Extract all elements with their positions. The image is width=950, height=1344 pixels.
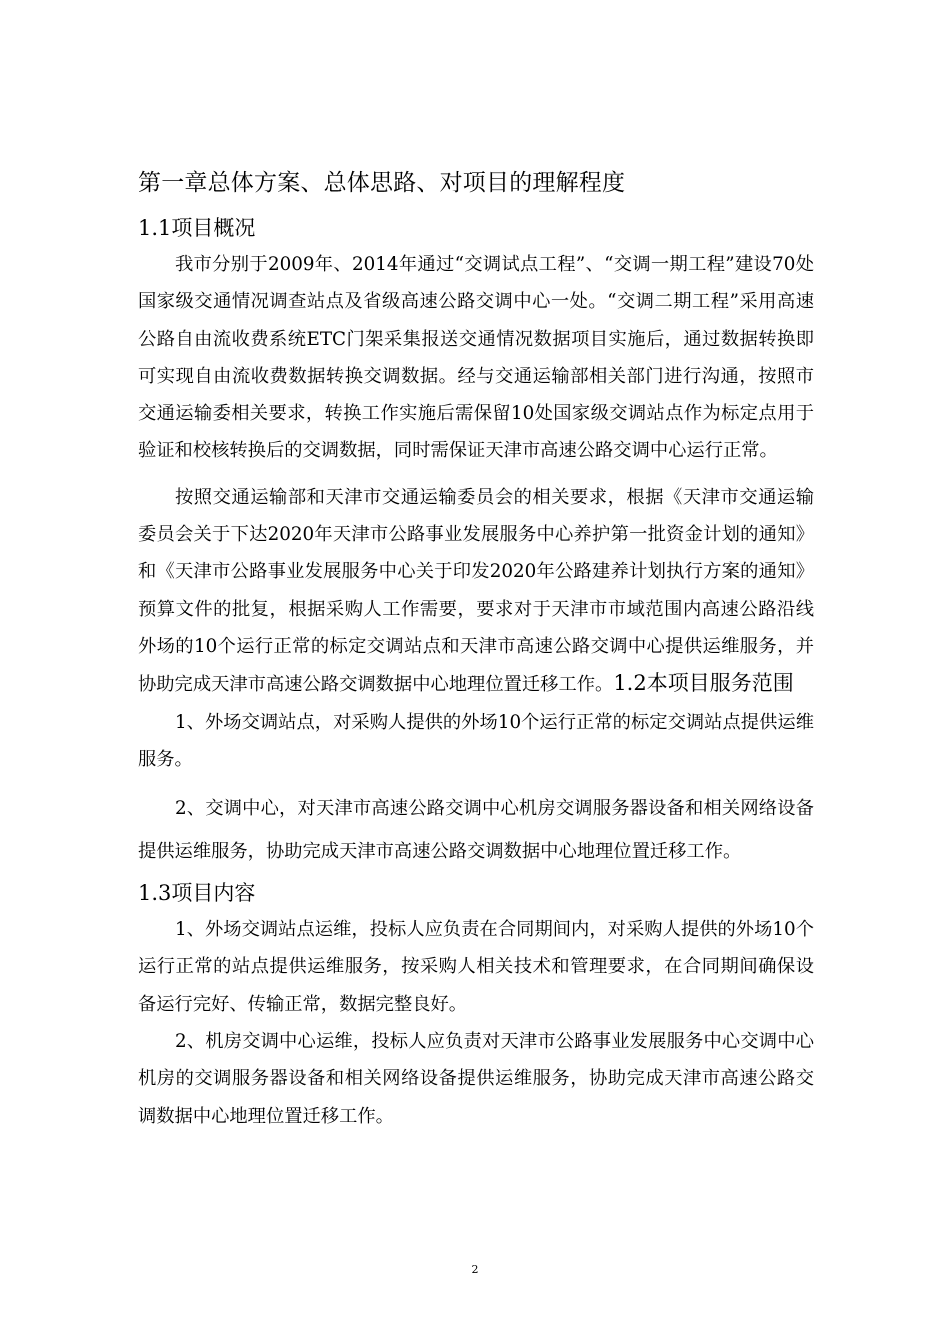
overview-paragraph-2-text: 按照交通运输部和天津市交通运输委员会的相关要求，根据《天津市交通运输委员会关于下达2020年天津市公路事业发展服务中心养护第一批资金计划的通知》和《天津市公路事业发展服务中心关于印发2020年公路建养计划执行方案的通知》预算文件的批复，根据采购人工作需要，要求对于天津市市域范围内高速公路沿线外场的10个运行正常的标定交调站点和天津市高速公路交调中心提供运维服务，并协助完成天津市高速公路交调数据中心地理位置迁移工作。 [138, 486, 814, 696]
scope-item-2: 2、交调中心，对天津市高速公路交调中心机房交调服务器设备和相关网络设备提供运维服务，协助完成天津市高速公路交调数据中心地理位置迁移工作。 [138, 798, 814, 863]
overview-paragraph-1: 我市分别于2009年、2014年通过“交调试点工程”、“交调一期工程”建设70处国家级交通情况调查站点及省级高速公路交调中心一处。“交调二期工程”采用高速公路自由流收费系统ETC门架采集报送交通情况数据项目实施后，通过数据转换即可实现自由流收费数据转换交调数据。经与交通运输部相关部门进行沟通，按照市交通运输委相关要求，转换工作实施后需保留10处国家级交调站点作为标定点用于验证和校核转换后的交调数据，同时需保证天津市高速公路交调中心运行正常。 [138, 254, 814, 462]
section-heading-1-1: 1.1项目概况 [138, 216, 256, 240]
section-heading-1-2: 1.2本项目服务范围 [613, 671, 794, 696]
section-heading-1-3: 1.3项目内容 [138, 881, 256, 906]
scope-item-1: 1、外场交调站点，对采购人提供的外场10个运行正常的标定交调站点提供运维服务。 [138, 711, 814, 770]
overview-paragraph-2 [138, 479, 814, 704]
chapter-title: 第一章总体方案、总体思路、对项目的理解程度 [138, 170, 626, 196]
page-body [138, 162, 814, 1135]
content-item-2: 2、机房交调中心运维，投标人应负责对天津市公路事业发展服务中心交调中心机房的交调服务器设备和相关网络设备提供运维服务，协助完成天津市高速公路交调数据中心地理位置迁移工作。 [138, 1031, 814, 1127]
page-number: 2 [471, 1263, 479, 1276]
content-item-1: 1、外场交调站点运维，投标人应负责在合同期间内，对采购人提供的外场10个运行正常的站点提供运维服务，按采购人相关技术和管理要求，在合同期间确保设备运行完好、传输正常，数据完整良好。 [138, 919, 814, 1015]
